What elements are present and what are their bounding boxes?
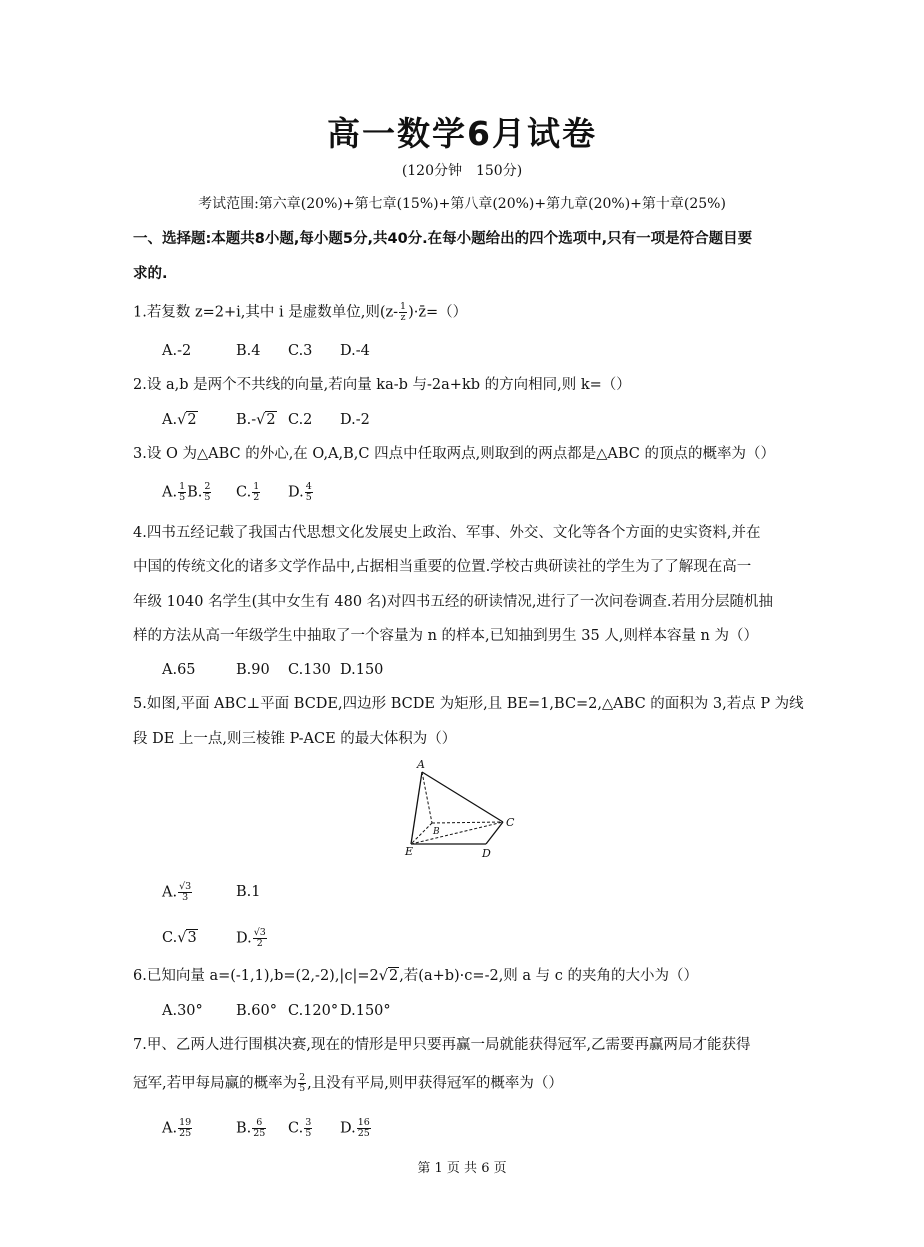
frac-den: 2	[256, 938, 263, 949]
frac-den: 5	[204, 492, 211, 503]
frac-num: 6	[252, 1118, 266, 1129]
q7-option-b	[236, 1118, 267, 1139]
q1-option-a: A.-2	[162, 343, 192, 359]
q2-option-b	[236, 410, 277, 430]
opt-label: A.	[162, 1120, 178, 1137]
q6-option-a: A.30°	[162, 1003, 203, 1019]
q2-option-d: D.-2	[340, 412, 370, 428]
q4-option-a: A.65	[162, 662, 196, 678]
edge-ac	[422, 772, 503, 822]
q7-option-c	[288, 1118, 313, 1139]
fraction	[178, 1118, 192, 1139]
radicand: 3	[185, 881, 192, 892]
opt-label: B.	[236, 1120, 252, 1137]
q7-option-a	[162, 1118, 193, 1139]
q6-text-pre: 6.已知向量 a=(-1,1),b=(2,-2),|c|=2	[133, 968, 379, 984]
frac-den: 25	[357, 1128, 370, 1139]
label-a: A	[417, 758, 425, 771]
fraction	[252, 482, 260, 503]
frac-num: √3	[179, 881, 192, 892]
radicand: 2	[266, 412, 276, 428]
q6-option-c: C.120°	[288, 1003, 339, 1019]
q1-fraction	[399, 302, 407, 323]
opt-label: C.	[288, 1120, 304, 1137]
fraction	[298, 1073, 306, 1094]
q4-option-c: C.130	[288, 662, 331, 678]
frac-den: 3	[182, 892, 189, 903]
q6-option-d: D.150°	[340, 1003, 391, 1019]
question-7-line-1: 7.甲、乙两人进行围棋决赛,现在的情形是甲只要再赢一局就能获得冠军,乙需要再赢两局才能获得	[133, 1037, 751, 1053]
q1-option-b: B.4	[236, 343, 261, 359]
frac-num: 2	[299, 1072, 306, 1083]
question-6	[133, 966, 698, 986]
radicand: 3	[259, 927, 266, 938]
opt-label: D.	[340, 1120, 356, 1137]
opt-label: A.	[162, 484, 178, 501]
frac-num: 19	[179, 1117, 192, 1128]
edge-dc	[486, 822, 503, 844]
edge-bc	[432, 822, 503, 823]
q3-option-d	[288, 482, 314, 503]
q1-option-d: D.-4	[340, 343, 370, 359]
q3-option-c	[236, 482, 261, 503]
frac-den: 5	[299, 1083, 306, 1094]
frac-num: 3	[305, 1117, 312, 1128]
exam-scope: 考试范围:第六章(20%)+第七章(15%)+第八章(20%)+第九章(20%)+第十章(25%)	[198, 196, 726, 212]
fraction	[252, 1118, 266, 1139]
q2-option-a	[162, 410, 198, 430]
frac-den: 5	[305, 1128, 312, 1139]
fraction	[203, 482, 211, 503]
frac-num: √3	[253, 927, 266, 938]
sqrt: √2	[256, 412, 276, 428]
label-d: D	[482, 847, 491, 860]
q2-option-c: C.2	[288, 412, 313, 428]
question-7-line-2	[133, 1073, 563, 1094]
frac-den: 2	[253, 492, 260, 503]
frac-num: 1	[179, 481, 186, 492]
question-4-line-1: 4.四书五经记载了我国古代思想文化发展史上政治、军事、外交、文化等各个方面的史实资料,并在	[133, 525, 761, 541]
frac-num: 4	[305, 481, 312, 492]
q5-option-b: B.1	[236, 884, 261, 900]
radicand: 2	[187, 412, 197, 428]
opt-label: C.	[162, 930, 178, 946]
q7-text-pre: 冠军,若甲每局赢的概率为	[133, 1075, 298, 1092]
frac-den: 25	[253, 1128, 266, 1139]
label-b: B	[433, 827, 440, 837]
frac-num: 1	[400, 301, 407, 312]
q7-option-d	[340, 1118, 372, 1139]
question-1	[133, 302, 467, 323]
q1-option-c: C.3	[288, 343, 313, 359]
q6-option-b: B.60°	[236, 1003, 277, 1019]
opt-label: D.	[288, 484, 304, 501]
frac-num: 2	[204, 481, 211, 492]
sqrt: √3	[177, 930, 197, 946]
q3-option-a-b	[162, 482, 212, 503]
frac-den: 5	[305, 492, 312, 503]
sqrt: √2	[177, 412, 197, 428]
frac-den: 5	[179, 492, 186, 503]
question-5-line-2: 段 DE 上一点,则三棱锥 P-ACE 的最大体积为（）	[133, 731, 457, 747]
radicand: 3	[187, 930, 197, 946]
radicand: 2	[388, 968, 399, 984]
q4-option-b: B.90	[236, 662, 270, 678]
section-heading: 一、选择题:本题共8小题,每小题5分,共40分.在每小题给出的四个选项中,只有一项是符合题目要	[133, 231, 753, 247]
q6-text-post: ,若(a+b)·c=-2,则 a 与 c 的夹角的大小为（）	[399, 968, 699, 984]
time-score: (120分钟 150分)	[401, 163, 523, 179]
q4-option-d: D.150	[340, 662, 384, 678]
question-4-line-4: 样的方法从高一年级学生中抽取了一个容量为 n 的样本,已知抽到男生 35 人,则样本容量 n 为（）	[133, 628, 758, 644]
question-4-line-3: 年级 1040 名学生(其中女生有 480 名)对四书五经的研读情况,进行了一次问卷调查.若用分层随机抽	[133, 594, 774, 610]
edge-ab	[422, 772, 432, 823]
q5-option-c	[162, 928, 198, 948]
page-title: 高一数学6月试卷	[327, 114, 597, 153]
fraction	[357, 1118, 371, 1139]
opt-label: B.-	[236, 412, 257, 428]
fraction	[305, 482, 313, 503]
q1-text-post: )·z̄=（）	[408, 304, 468, 321]
opt-label: B.	[187, 484, 203, 501]
question-5-line-1: 5.如图,平面 ABC⊥平面 BCDE,四边形 BCDE 为矩形,且 BE=1,BC=2,△ABC 的面积为 3,若点 P 为线	[133, 696, 804, 712]
fraction	[304, 1118, 312, 1139]
page-footer: 第 1 页 共 6 页	[417, 1161, 507, 1176]
question-3: 3.设 O 为△ABC 的外心,在 O,A,B,C 四点中任取两点,则取到的两点都是△ABC 的顶点的概率为（）	[133, 446, 775, 462]
opt-label: D.	[236, 930, 252, 947]
opt-label: A.	[162, 884, 178, 901]
q5-option-a	[162, 882, 193, 903]
q5-option-d	[236, 928, 268, 949]
edge-ae	[411, 772, 422, 844]
q1-text-pre: 1.若复数 z=2+i,其中 i 是虚数单位,则(z-	[133, 304, 399, 321]
frac-den: 25	[179, 1128, 192, 1139]
frac-den: z	[400, 312, 406, 323]
q7-text-post: ,且没有平局,则甲获得冠军的概率为（）	[307, 1075, 563, 1092]
opt-label: C.	[236, 484, 252, 501]
fraction	[178, 882, 192, 903]
sqrt: √2	[378, 968, 399, 984]
frac-num: 1	[253, 481, 260, 492]
fraction	[253, 928, 267, 949]
pyramid-figure	[400, 756, 530, 864]
question-2: 2.设 a,b 是两个不共线的向量,若向量 ka-b 与-2a+kb 的方向相同,则 k=（）	[133, 377, 631, 393]
label-c: C	[506, 816, 515, 829]
opt-label: A.	[162, 412, 178, 428]
section-heading-cont: 求的.	[133, 266, 168, 282]
question-4-line-2: 中国的传统文化的诸多文学作品中,占据相当重要的位置.学校古典研读社的学生为了了解现在高一	[133, 559, 752, 575]
fraction	[178, 482, 186, 503]
label-e: E	[405, 845, 414, 858]
frac-num: 16	[357, 1117, 370, 1128]
